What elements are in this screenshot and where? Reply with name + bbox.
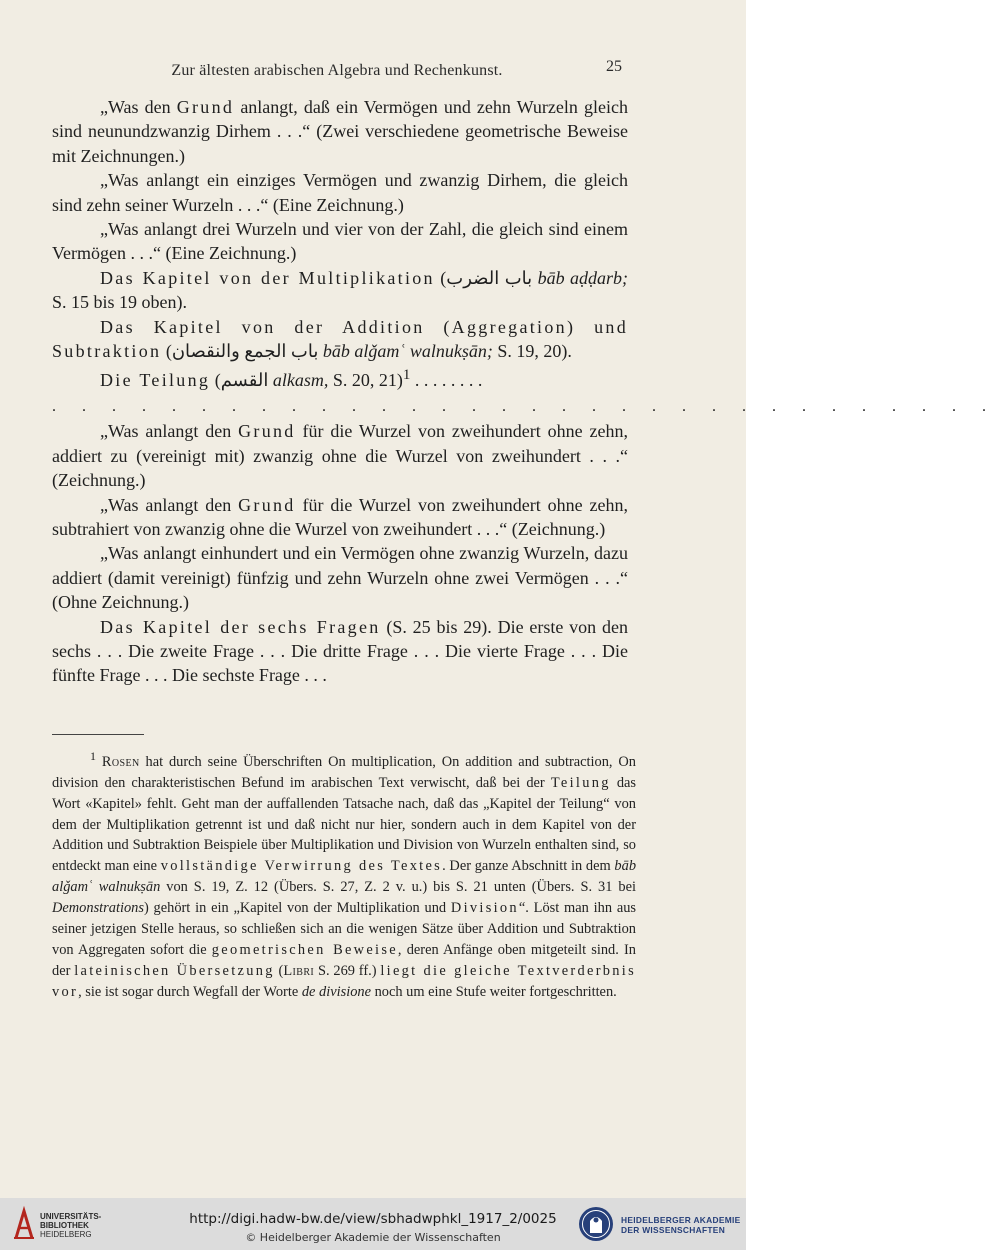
page-number: 25 <box>606 58 622 75</box>
text: „Was anlangt den <box>100 421 239 442</box>
viewer-footer <box>0 1198 746 1250</box>
spaced-term: vollständige Verwirrung des Textes <box>160 858 443 875</box>
paragraph <box>52 95 628 168</box>
text: S. 15 bis 19 oben). <box>52 292 187 313</box>
paragraph <box>52 615 628 688</box>
spaced-term: Grund <box>238 421 296 442</box>
paragraph: „Was anlangt drei Wurzeln und vier von der Zahl, die gleich sind einem Vermögen . . .“ (Eine Zeichnung.) <box>52 219 628 264</box>
main-text <box>52 95 997 688</box>
text: ) gehört in ein „Kapitel von der Multiplikation und <box>143 900 451 917</box>
footnote-rule <box>52 734 144 735</box>
footnote-reference[interactable]: 1 <box>402 367 411 384</box>
text: ( <box>434 267 447 288</box>
paragraph: „Was anlangt ein einziges Vermögen und zwanzig Dirhem, die gleich sind zehn seiner Wurzeln . . .“ (Eine Zeichnung.) <box>52 170 628 215</box>
italic-phrase: de divisione <box>301 983 371 1000</box>
text: “. Löst man ihn aus seiner jetzigen Stelle heraus, so schließen sich an die wenigen Sätze über Addition und Subtraktion von Aggregaten sofort die <box>52 900 636 958</box>
chapter-heading: Das Kapitel der sechs Fragen <box>100 616 381 637</box>
author-name: Libri <box>283 962 315 979</box>
text: . Der ganze Abschnitt in dem <box>442 858 615 875</box>
spaced-term: Grund <box>238 494 296 515</box>
spaced-term: Grund <box>176 97 235 117</box>
permalink-url[interactable]: http://digi.hadw-bw.de/view/sbhadwphkl_1917_2/0025 <box>189 1211 557 1227</box>
paragraph <box>52 266 628 315</box>
paragraph <box>52 493 628 542</box>
text: von S. 19, Z. 12 (Übers. S. 27, Z. 2 v. u.) bis S. 21 unten (Übers. S. 31 bei <box>160 879 636 896</box>
transliteration: bāb aḍḍarb; <box>537 267 629 288</box>
text: ( <box>161 341 172 362</box>
library-line: BIBLIOTHEK <box>40 1221 89 1230</box>
arabic-text: القسم <box>220 370 269 391</box>
text: , deren Anfänge oben mitgeteilt sind. In der <box>52 941 636 979</box>
paragraph <box>52 315 628 364</box>
chapter-heading: Das Kapitel von der Addition (Aggregation) und Subtraktion <box>52 316 628 362</box>
spaced-term: geometrischen Beweise <box>211 941 398 958</box>
academy-seal-icon[interactable] <box>578 1206 614 1242</box>
text: S. 19, 20). <box>492 341 572 362</box>
ellipsis-line: . . . . . . . . . . . . . . . . . . . . . . . . . . . . . . . . <box>52 397 997 415</box>
transliteration: bāb alǧamʿ walnukṣān <box>52 858 637 896</box>
footnote <box>52 746 636 1003</box>
library-line: HEIDELBERG <box>40 1230 92 1239</box>
running-head: Zur ältesten arabischen Algebra und Rechenkunst. <box>171 62 503 79</box>
text: S. 20, 21) <box>328 370 403 391</box>
chapter-heading: Das Kapitel von der Multiplikation <box>100 267 435 288</box>
italic-title: Demonstrations <box>52 900 144 917</box>
library-line: UNIVERSITÄTS- <box>40 1212 102 1221</box>
chapter-heading: Die Teilung <box>100 370 211 391</box>
paragraph <box>52 419 628 492</box>
text: , sie ist sogar durch Wegfall der Worte <box>78 983 302 1000</box>
text: „Was anlangt den <box>100 494 239 515</box>
academy-line: HEIDELBERGER AKADEMIE <box>621 1215 741 1225</box>
dot-leader: . . . . . . . . <box>410 370 483 391</box>
arabic-text: باب الجمع والنقصان <box>171 341 319 362</box>
paragraph: „Was anlangt einhundert und ein Vermögen ohne zwanzig Wurzeln, dazu addiert (damit vereinigt) fünfzig und zehn Wurzeln ohne zwei Vermögen . . .“ (Ohne Zeichnung.) <box>52 543 628 613</box>
text: ( <box>210 370 221 391</box>
text: das Wort «Kapitel» fehlt. Geht man der auffallenden Tatsache nach, daß das „Kapitel der Teilung“ von dem der Multiplikation getrennt ist und daß nicht nur hier, sondern auch in dem Kapitel von der Addition und Subtraktion Beispiele über Multiplikation und Division von Wurzeln enthalten sind, so entdeckt man eine <box>52 774 637 875</box>
transliteration: alkasm, <box>272 370 329 391</box>
text: noch um eine Stufe weiter fortgeschritten. <box>370 983 617 1000</box>
footnote-paragraph <box>52 746 636 1003</box>
spaced-term: lateinischen Übersetzung <box>74 962 275 979</box>
text: für die Wurzel von zweihundert ohne zehn, addiert zu (vereinigt mit) zwanzig ohne die Wurzel von zweihundert . . .“ (Zeichnung.) <box>52 421 628 491</box>
arabic-text: باب الضرب <box>446 267 533 288</box>
text: S. 269 ff.) <box>314 962 381 979</box>
spaced-term: Teilung <box>550 774 611 791</box>
text: ( <box>274 962 284 979</box>
text: für die Wurzel von zweihundert ohne zehn, subtrahiert von zwanzig ohne die Wurzel von zweihundert . . .“ (Zeichnung.) <box>52 494 628 539</box>
text: anlangt, daß ein Vermögen und zehn Wurzeln gleich sind neunundzwanzig Dirhem . . .“ (Zwei verschiedene geometrische Beweise mit Zeichnungen.) <box>52 97 628 166</box>
spaced-term: liegt die gleiche Textverderbnis vor <box>52 962 636 1000</box>
text: (S. 25 bis 29). Die erste von den sechs . . . Die zweite Frage . . . Die dritte Frage . . . Die vierte Frage . . . Die fünfte Frage . . . Die sechste Frage . . . <box>52 616 628 686</box>
transliteration: bāb alǧamʿ walnukṣān; <box>322 341 493 362</box>
copyright-notice: © Heidelberger Akademie der Wissenschaften <box>245 1231 501 1244</box>
spaced-term: Division <box>450 900 519 917</box>
footnote-marker: 1 <box>90 749 96 763</box>
author-name: Rosen <box>101 753 140 770</box>
text: „Was den <box>100 97 177 117</box>
text: hat durch seine Überschriften On multiplication, On addition and subtraction, On division den charakteristischen Befund im arabischen Text verwischt, daß bei der <box>52 753 636 791</box>
academy-line: DER WISSENSCHAFTEN <box>621 1225 726 1235</box>
academy-name[interactable] <box>621 1215 741 1235</box>
paragraph <box>52 363 628 392</box>
